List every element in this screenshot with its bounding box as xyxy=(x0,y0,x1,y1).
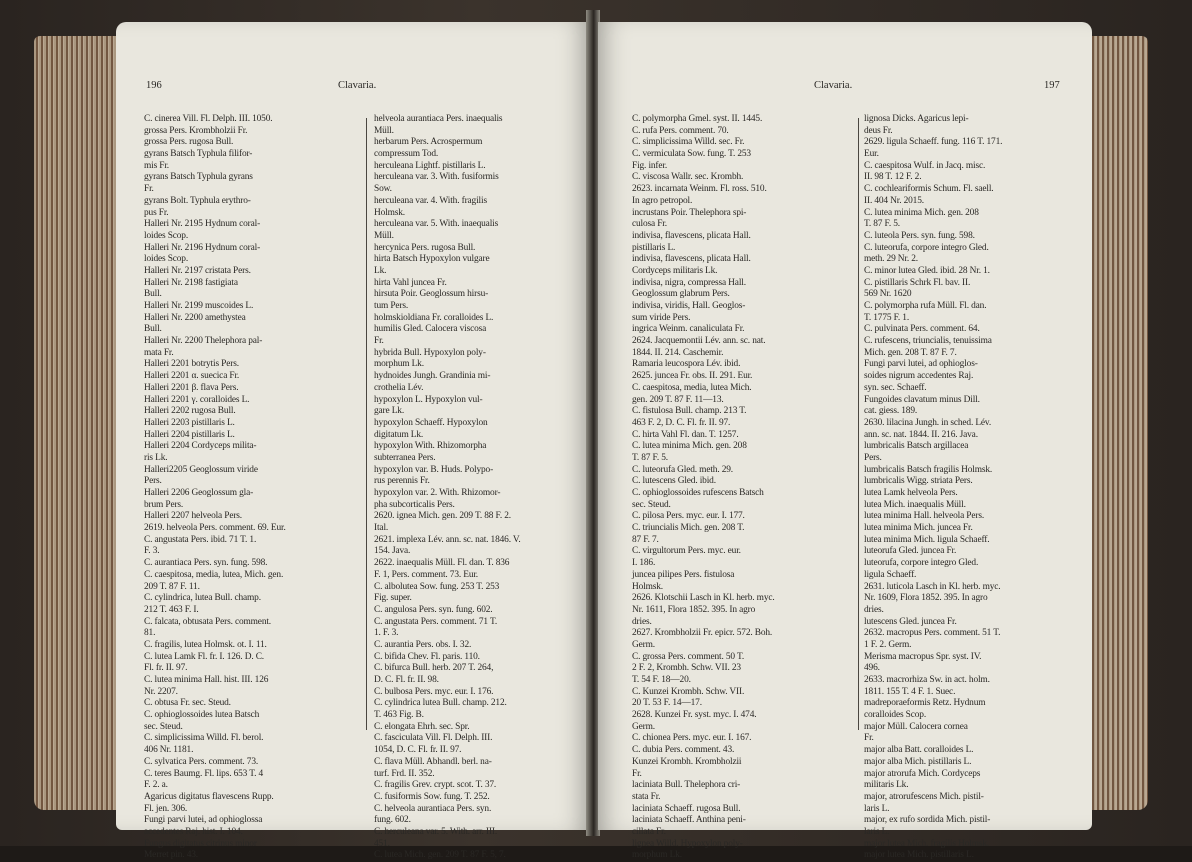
entry-line: Halleri 2204 Cordyceps milita- xyxy=(144,441,257,452)
entry-line: C. caespitosa, media, lutea Mich. xyxy=(632,382,752,393)
entry-line: Halleri Nr. 2196 Hydnum coral- xyxy=(144,242,261,253)
entry-line: C. grossa Pers. comment. 50 T. xyxy=(632,651,745,662)
entry-line: 463 F. 2, D. C. Fl. fr. II. 97. xyxy=(632,417,731,428)
running-title: Clavaria. xyxy=(814,80,853,91)
entry-line: Geoglossum glabrum Pers. xyxy=(632,289,730,300)
page-number: 197 xyxy=(1044,80,1060,91)
entry-line: lutea Lamk helveola Pers. xyxy=(864,488,958,498)
entry-line: herculeana var. 4. With. fragilis xyxy=(374,195,487,206)
entry-line: gyrans Batsch Typhula filifor- xyxy=(144,149,253,160)
entry-line: dries. xyxy=(632,616,652,627)
entry-line: juncea pilipes Pers. fistulosa xyxy=(632,569,735,580)
right-page xyxy=(598,22,1092,861)
entry-line: C. dubia Pers. comment. 43. xyxy=(632,745,735,756)
column-rule xyxy=(858,118,859,730)
entry-line: tum Pers. xyxy=(374,301,409,311)
entry-line: Fungi parvi lutei, ad ophioglos- xyxy=(864,359,978,370)
entry-line: C. teres Baumg. Fl. lips. 653 T. 4 xyxy=(144,768,264,779)
entry-line: Halleri Nr. 2195 Hydnum coral- xyxy=(144,219,261,230)
page-edges-right xyxy=(1090,36,1148,810)
entry-line: C. virgultorum Pers. myc. eur. xyxy=(632,546,741,557)
entry-line: C. minor lutea Gled. ibid. 28 Nr. 1. xyxy=(864,265,990,276)
entry-line: C. ophioglossoides rufescens Batsch xyxy=(632,488,764,498)
entry-line: lumbricalis Wigg. striata Pers. xyxy=(864,476,973,487)
entry-line: gyrans Batsch Typhula gyrans xyxy=(144,172,253,183)
entry-line: gare Lk. xyxy=(374,406,405,417)
entry-line: indivisa, flavescens, plicata Hall. xyxy=(632,254,751,265)
entry-line: indivisa, viridis, Hall. Geoglos- xyxy=(632,301,746,311)
entry-line: C. flava Müll. Abhandl. berl. na- xyxy=(374,756,492,767)
entry-line: C. lutescens Gled. ibid. xyxy=(632,476,716,487)
entry-line: gyrans Bolt. Typhula erythro- xyxy=(144,195,251,206)
entry-line: 2620. ignea Mich. gen. 209 T. 88 F. 2. xyxy=(374,511,511,522)
entry-line: humilis Gled. Calocera viscosa xyxy=(374,324,487,335)
entry-line: ann. sc. nat. 1844. II. 216. Java. xyxy=(864,429,978,440)
entry-line: T. 1775 F. 1. xyxy=(864,312,910,323)
entry-line: C. falcata, obtusata Pers. comment. xyxy=(144,616,272,627)
entry-line: F. 2. a. xyxy=(144,780,168,791)
entry-line: Nr. 1611, Flora 1852. 395. In agro xyxy=(632,604,756,615)
entry-line: Halleri 2201 β. flava Pers. xyxy=(144,382,239,393)
entry-line: Müll. xyxy=(374,125,394,136)
entry-line: Germ. xyxy=(632,721,655,732)
entry-line: Fig. super. xyxy=(374,593,412,604)
entry-line: II. 98 T. 12 F. 2. xyxy=(864,172,922,183)
entry-line: laris L. xyxy=(864,803,890,814)
entry-line: Halleri Nr. 2200 amethystea xyxy=(144,312,246,323)
entry-line: Germ. xyxy=(632,639,655,650)
entry-line: major, ex rufo sordida Mich. pistil- xyxy=(864,815,991,826)
entry-line: C. fragilis, lutea Holmsk. ot. I. 11. xyxy=(144,639,267,650)
entry-line: 2625. juncea Fr. obs. II. 291. Eur. xyxy=(632,371,753,382)
entry-line: Bull. xyxy=(144,289,162,300)
entry-line: F. 3. xyxy=(144,546,160,557)
entry-line: hypoxylon var. B. Huds. Polypo- xyxy=(374,464,494,475)
entry-line: turf. Frd. II. 352. xyxy=(374,768,435,779)
entry-line: lutea minima Mich. juncea Fr. xyxy=(864,523,973,534)
entry-line: Halleri Nr. 2197 cristata Pers. xyxy=(144,265,251,276)
entry-line: Fr. xyxy=(632,768,642,779)
entry-line: D. C. Fl. fr. II. 98. xyxy=(374,675,439,685)
entry-line: C. herculeana var. 5. With. arr. III. xyxy=(374,826,498,837)
left-page-column-1 xyxy=(144,114,362,862)
entry-line: Fungi parvi lutei, ad ophioglossa xyxy=(144,815,263,826)
entry-line: T. 54 F. 18—20. xyxy=(632,675,691,685)
entry-line: Halleri 2204 pistillaris L. xyxy=(144,429,235,440)
entry-line: C. albolutea Sow. fung. 253 T. 253 xyxy=(374,581,500,592)
entry-line: C. helveola aurantiaca Pers. syn. xyxy=(374,803,492,814)
entry-line: 2628. Kunzei Fr. syst. myc. I. 474. xyxy=(632,710,757,721)
entry-line: C. fistulosa Bull. champ. 213 T. xyxy=(632,406,747,417)
entry-line: ingrica Weinm. canaliculata Fr. xyxy=(632,324,745,335)
entry-line: Halleri Nr. 2200 Thelephora pal- xyxy=(144,336,263,347)
entry-line: II. 404 Nr. 2015. xyxy=(864,195,924,206)
entry-line: sec. Steud. xyxy=(144,721,183,732)
entry-line: Bull. xyxy=(144,324,162,335)
entry-line: lutescens Gled. juncea Fr. xyxy=(864,616,957,627)
entry-line: C. triuncialis Mich. gen. 208 T. xyxy=(632,523,745,534)
entry-line: hercynica Pers. rugosa Bull. xyxy=(374,242,476,253)
entry-line: T. 463 Fig. B. xyxy=(374,710,424,721)
entry-line: Fl. fr. II. 97. xyxy=(144,663,188,674)
entry-line: sec. Steud. xyxy=(632,499,671,510)
entry-line: indivisa, nigra, compressa Hall. xyxy=(632,277,746,288)
entry-line: C. vermiculata Sow. fung. T. 253 xyxy=(632,149,751,160)
entry-line: 1. F. 3. xyxy=(374,628,399,639)
entry-line: 2621. implexa Lév. ann. sc. nat. 1846. V. xyxy=(374,534,521,545)
entry-line: compressum Tod. xyxy=(374,149,439,160)
entry-line: Halleri 2202 rugosa Bull. xyxy=(144,406,236,417)
right-page-column-2 xyxy=(864,114,1084,862)
entry-line: hypoxylon Schaeff. Hypoxylon xyxy=(374,417,488,428)
entry-line: 2633. macrorhiza Sw. in act. holm. xyxy=(864,675,990,685)
entry-line: Halleri 2206 Geoglossum gla- xyxy=(144,488,254,498)
entry-line: 209 T. 87 F. 11. xyxy=(144,581,200,592)
entry-line: Fr. xyxy=(374,336,384,347)
entry-line: major, atrorufescens Mich. pistil- xyxy=(864,791,984,802)
entry-line: C. sylvatica Pers. comment. 73. xyxy=(144,756,259,767)
entry-line: Eur. xyxy=(864,149,879,160)
entry-line: 496. xyxy=(864,663,880,674)
entry-line: lumbricalis Batsch fragilis Holmsk. xyxy=(864,464,993,475)
entry-line: morphum Lk. xyxy=(632,850,682,861)
entry-line: 2631. luticola Lasch in Kl. herb. myc. xyxy=(864,581,1001,592)
entry-line: C. angustata Pers. comment. 71 T. xyxy=(374,616,498,627)
entry-line: Halleri 2203 pistillaris L. xyxy=(144,417,235,428)
entry-line: C. fusiformis Sow. fung. T. 252. xyxy=(374,791,490,802)
entry-line: crothelia Lév. xyxy=(374,382,424,393)
entry-line: hydnoides Jungh. Grandinia mi- xyxy=(374,371,491,382)
entry-line: hirta Batsch Hypoxylon vulgare xyxy=(374,254,490,265)
entry-line: accedentes Raj. hist. I. 104. xyxy=(144,826,243,837)
entry-line: C. lutea Lamk Fl. fr. I. 126. D. C. xyxy=(144,651,264,662)
entry-line: C. simplicissima Willd. Fl. berol. xyxy=(144,733,264,744)
entry-line: Ital. xyxy=(374,523,389,534)
entry-line: C. lutea minima Mich. gen. 208 xyxy=(632,441,747,452)
entry-line: 2619. helveola Pers. comment. 69. Eur. xyxy=(144,523,286,534)
right-page-column-1 xyxy=(632,114,854,862)
entry-line: C. aurantia Pers. obs. I. 32. xyxy=(374,639,472,650)
entry-line: Holmsk. xyxy=(374,207,405,218)
entry-line: madreporaeformis Retz. Hydnum xyxy=(864,698,986,709)
entry-line: C. rufa Pers. comment. 70. xyxy=(632,125,729,136)
entry-line: Pers. xyxy=(864,452,882,463)
entry-line: lutea minima Mich. ligula Schaeff. xyxy=(864,534,990,545)
entry-line: Merisma macropus Spr. syst. IV. xyxy=(864,651,982,662)
entry-line: In agro petropol. xyxy=(632,195,693,206)
entry-line: indivisa, flavescens, plicata Hall. xyxy=(632,230,751,241)
entry-line: Merret pin. 43. xyxy=(144,850,198,861)
entry-line: Agaricus digitatus flavescens Rupp. xyxy=(144,791,274,802)
entry-line: fung. 602. xyxy=(374,815,411,826)
entry-line: herculeana Lightf. pistillaris L. xyxy=(374,160,486,171)
entry-line: Lk. xyxy=(374,265,387,276)
running-title: Clavaria. xyxy=(338,80,377,91)
entry-line: C. polymorpha Gmel. syst. II. 1445. xyxy=(632,114,763,124)
entry-line: Cordyceps militaris Lk. xyxy=(632,265,718,276)
entry-line: 1 F. 2. Germ. xyxy=(864,639,912,650)
entry-line: pistillaris L. xyxy=(632,242,676,253)
entry-line: C. hirta Vahl Fl. dan. T. 1257. xyxy=(632,429,739,440)
entry-line: C. cylindrica, lutea Bull. champ. xyxy=(144,593,261,604)
entry-line: hypoxylon L. Hypoxylon vul- xyxy=(374,394,483,405)
entry-line: dries. xyxy=(864,604,884,615)
entry-line: militaris Lk. xyxy=(864,780,909,791)
entry-line: C. cylindrica lutea Bull. champ. 212. xyxy=(374,698,507,709)
entry-line: sum viride Pers. xyxy=(632,312,691,323)
entry-line: major alba Mich. pistillaris L. xyxy=(864,756,972,767)
left-page-column-2 xyxy=(374,114,586,862)
entry-line: Fungus digitatus citrinus minor xyxy=(144,838,257,849)
entry-line: major alba Batt. coralloides L. xyxy=(864,745,974,756)
entry-line: C. pistillaris Schrk Fl. bav. II. xyxy=(864,277,971,288)
entry-line: hirsuta Poir. Geoglossum hirsu- xyxy=(374,289,489,300)
entry-line: pus Fr. xyxy=(144,207,169,218)
entry-line: gen. 209 T. 87 F. 11—13. xyxy=(632,394,724,405)
entry-line: Mich. gen. 208 T. 87 F. 7. xyxy=(864,347,957,358)
entry-line: subterranea Pers. xyxy=(374,452,436,463)
entry-line: helveola aurantiaca Pers. inaequalis xyxy=(374,114,503,124)
entry-line: hypoxylon var. 2. With. Rhizomor- xyxy=(374,488,501,498)
entry-line: major atrorufa Mich. Cordyceps xyxy=(864,768,981,779)
entry-line: rus perennis Fr. xyxy=(374,476,430,487)
entry-line: hybrida Bull. Hypoxylon poly- xyxy=(374,347,486,358)
entry-line: luteorufa, corpore integro Gled. xyxy=(864,558,979,569)
entry-line: ris Lk. xyxy=(144,452,168,463)
entry-line: I. 186. xyxy=(632,558,656,569)
entry-line: C. ophioglossoides lutea Batsch xyxy=(144,710,260,721)
entry-line: laciniata Bull. Thelephora cri- xyxy=(632,780,741,791)
entry-line: C. polymorpha rufa Müll. Fl. dan. xyxy=(864,301,987,311)
entry-line: C. fasciculata Vill. Fl. Delph. III. xyxy=(374,733,493,744)
entry-line: lumbricalis Batsch argillacea xyxy=(864,441,969,452)
entry-line: stata Fr. xyxy=(632,791,661,802)
entry-line: laciniata Schaeff. rugosa Bull. xyxy=(632,803,741,814)
entry-line: deus Fr. xyxy=(864,125,893,136)
entry-line: Fr. xyxy=(144,184,154,195)
entry-line: syn. sec. Schaeff. xyxy=(864,382,927,393)
entry-line: 154. Java. xyxy=(374,546,411,557)
left-page xyxy=(116,22,588,861)
entry-line: culosa Fr. xyxy=(632,219,667,230)
entry-line: holmskioldiana Fr. coralloides L. xyxy=(374,312,494,323)
entry-line: major lutea Mich. pistillaris L. xyxy=(864,850,974,861)
entry-line: 2 F. 2, Krombh. Schw. VII. 23 xyxy=(632,663,741,674)
page-edges-left xyxy=(34,36,118,810)
entry-line: C. pilosa Pers. myc. eur. I. 177. xyxy=(632,511,745,522)
entry-line: 1054, D. C. Fl. fr. II. 97. xyxy=(374,745,462,756)
entry-line: C. lutea minima Hall. hist. III. 126 xyxy=(144,675,269,685)
entry-line: Holmsk. xyxy=(632,581,663,592)
entry-line: C. Kunzei Krombh. Schw. VII. xyxy=(632,686,745,697)
entry-line: incrustans Poir. Thelephora spi- xyxy=(632,207,747,218)
entry-line: Ramaria leucospora Lév. ibid. xyxy=(632,359,741,370)
entry-line: C. cinerea Vill. Fl. Delph. III. 1050. xyxy=(144,114,273,124)
entry-line: lutea minima Hall. helveola Pers. xyxy=(864,511,985,522)
entry-line: Nr. 2207. xyxy=(144,686,178,697)
entry-line: lignosa Dicks. Agaricus lepi- xyxy=(864,114,969,124)
entry-line: pha subcorticalis Pers. xyxy=(374,499,455,510)
entry-line: Halleri2205 Geoglossum viride xyxy=(144,464,258,475)
entry-line: C. rufescens, triuncialis, tenuissima xyxy=(864,336,992,347)
column-rule xyxy=(366,118,367,730)
entry-line: hypoxylon With. Rhizomorpha xyxy=(374,441,487,452)
entry-line: herbarum Pers. Acrospermum xyxy=(374,137,483,148)
entry-line: C. fragilis Grev. crypt. scot. T. 37. xyxy=(374,780,497,791)
entry-line: digitatum Lk. xyxy=(374,429,424,440)
entry-line: C. simplicissima Willd. sec. Fr. xyxy=(632,137,745,148)
entry-line: herculeana var. 5. With. inaequalis xyxy=(374,219,499,230)
entry-line: 2627. Krombholzii Fr. epicr. 572. Boh. xyxy=(632,628,773,639)
entry-line: C. angulosa Pers. syn. fung. 602. xyxy=(374,604,493,615)
entry-line: 1811. 155 T. 4 F. 1. Suec. xyxy=(864,686,956,697)
entry-line: mata Fr. xyxy=(144,347,174,358)
entry-line: 2624. Jacquemontii Lév. ann. sc. nat. xyxy=(632,336,766,347)
entry-line: morphum Lk. xyxy=(374,359,424,370)
entry-line: hirta Vahl juncea Fr. xyxy=(374,277,447,288)
entry-line: meth. 29 Nr. 2. xyxy=(864,254,918,265)
entry-line: Halleri 2201 γ. coralloides L. xyxy=(144,394,250,405)
entry-line: Halleri Nr. 2198 fastigiata xyxy=(144,277,238,288)
entry-line: 87 F. 7. xyxy=(632,534,659,545)
entry-line: Halleri 2201 α. suecica Fr. xyxy=(144,371,240,382)
entry-line: C. pulvinata Pers. comment. 64. xyxy=(864,324,980,335)
entry-line: 2629. ligula Schaeff. fung. 116 T. 171. xyxy=(864,137,1003,148)
entry-line: C. bifida Chev. Fl. paris. 110. xyxy=(374,651,480,662)
entry-line: Nr. 1609, Flora 1852. 395. In agro xyxy=(864,593,988,604)
entry-line: C. elongata Ehrh. sec. Spr. xyxy=(374,721,470,732)
entry-line: coralloides Scop. xyxy=(864,710,927,721)
entry-line: Sow. xyxy=(374,184,392,195)
entry-line: laciniata Schaeff. Anthina peni- xyxy=(632,815,746,826)
entry-line: major Müll. Calocera cornea xyxy=(864,721,968,732)
entry-line: 2630. lilacina Jungh. in sched. Lév. xyxy=(864,417,992,428)
entry-line: 81. xyxy=(144,628,156,639)
entry-line: Fr. xyxy=(864,733,874,744)
entry-line: C. viscosa Wallr. sec. Krombh. xyxy=(632,172,744,183)
entry-line: loides Scop. xyxy=(144,254,189,265)
entry-line: grossa Pers. rugosa Bull. xyxy=(144,137,234,148)
entry-line: laris L. xyxy=(864,826,890,837)
entry-line: C. chionea Pers. myc. eur. I. 167. xyxy=(632,733,752,744)
entry-line: cat. giess. 189. xyxy=(864,406,918,417)
entry-line: Halleri 2207 helveola Pers. xyxy=(144,511,243,522)
entry-line: 20 T. 53 F. 14—17. xyxy=(632,698,702,709)
entry-line: grossa Pers. Krombholzii Fr. xyxy=(144,125,248,136)
entry-line: 2622. inaequalis Müll. Fl. dan. T. 836 xyxy=(374,558,510,569)
entry-line: C. aurantiaca Pers. syn. fung. 598. xyxy=(144,558,268,569)
entry-line: C. bulbosa Pers. myc. eur. I. 176. xyxy=(374,686,494,697)
entry-line: brum Pers. xyxy=(144,499,184,510)
entry-line: lutea Mich. inaequalis Müll. xyxy=(864,499,966,510)
entry-line: T. 87 F. 5. xyxy=(632,452,668,463)
entry-line: 2623. incarnata Weinm. Fl. ross. 510. xyxy=(632,184,767,195)
entry-line: 451. xyxy=(374,838,390,849)
entry-line: Kunzei Krombh. Krombholzii xyxy=(632,756,742,767)
entry-line: F. 1, Pers. comment. 73. Eur. xyxy=(374,569,479,580)
entry-line: C. lutea minima Mich. gen. 208 xyxy=(864,207,979,218)
entry-line: Fungoides clavatum minus Dill. xyxy=(864,394,980,405)
entry-line: Fl. jen. 306. xyxy=(144,803,188,814)
entry-line: soides nigrum accedentes Raj. xyxy=(864,371,974,382)
entry-line: mis Fr. xyxy=(144,160,170,171)
entry-line: C. bifurca Bull. herb. 207 T. 264, xyxy=(374,663,494,674)
entry-line: C. angustata Pers. ibid. 71 T. 1. xyxy=(144,534,257,545)
entry-line: Pers. xyxy=(144,476,162,487)
entry-line: ligula Schaeff. xyxy=(864,569,917,580)
entry-line: C. obtusa Fr. sec. Steud. xyxy=(144,698,231,709)
entry-line: herculeana var. 3. With. fusiformis xyxy=(374,172,499,183)
entry-line: C. caespitosa, media, lutea, Mich. gen. xyxy=(144,569,284,580)
entry-line: C. luteola Pers. syn. fung. 598. xyxy=(864,230,975,241)
entry-line: C. caespitosa Wulf. in Jacq. misc. xyxy=(864,160,986,171)
entry-line: 569 Nr. 1620 xyxy=(864,289,912,300)
entry-line: major lutea Mich. fragilis Holmsk. xyxy=(864,838,990,849)
entry-line: luteorufa Gled. juncea Fr. xyxy=(864,546,957,557)
entry-line: lignea Willd. Hypoxylon poly- xyxy=(632,838,743,849)
page-number: 196 xyxy=(146,80,162,91)
entry-line: C. lutea Mich. gen. 209 T. 87 F. 5, 7. xyxy=(374,850,506,861)
entry-line: Halleri 2201 botrytis Pers. xyxy=(144,359,239,370)
entry-line: 2632. macropus Pers. comment. 51 T. xyxy=(864,628,1001,639)
entry-line: C. luteorufa, corpore integro Gled. xyxy=(864,242,989,253)
entry-line: 2626. Klotschii Lasch in Kl. herb. myc. xyxy=(632,593,775,604)
entry-line: C. luteorufa Gled. meth. 29. xyxy=(632,464,733,475)
entry-line: cillata Fr. xyxy=(632,826,666,837)
entry-line: C. cochleariformis Schum. Fl. saell. xyxy=(864,184,994,195)
entry-line: 406 Nr. 1181. xyxy=(144,745,194,756)
entry-line: Fig. infer. xyxy=(632,160,668,171)
entry-line: Müll. xyxy=(374,230,394,241)
entry-line: T. 87 F. 5. xyxy=(864,219,900,230)
entry-line: 212 T. 463 F. I. xyxy=(144,604,199,615)
entry-line: Halleri Nr. 2199 muscoides L. xyxy=(144,301,254,311)
entry-line: 1844. II. 214. Caschemir. xyxy=(632,347,724,358)
entry-line: loides Scop. xyxy=(144,230,189,241)
